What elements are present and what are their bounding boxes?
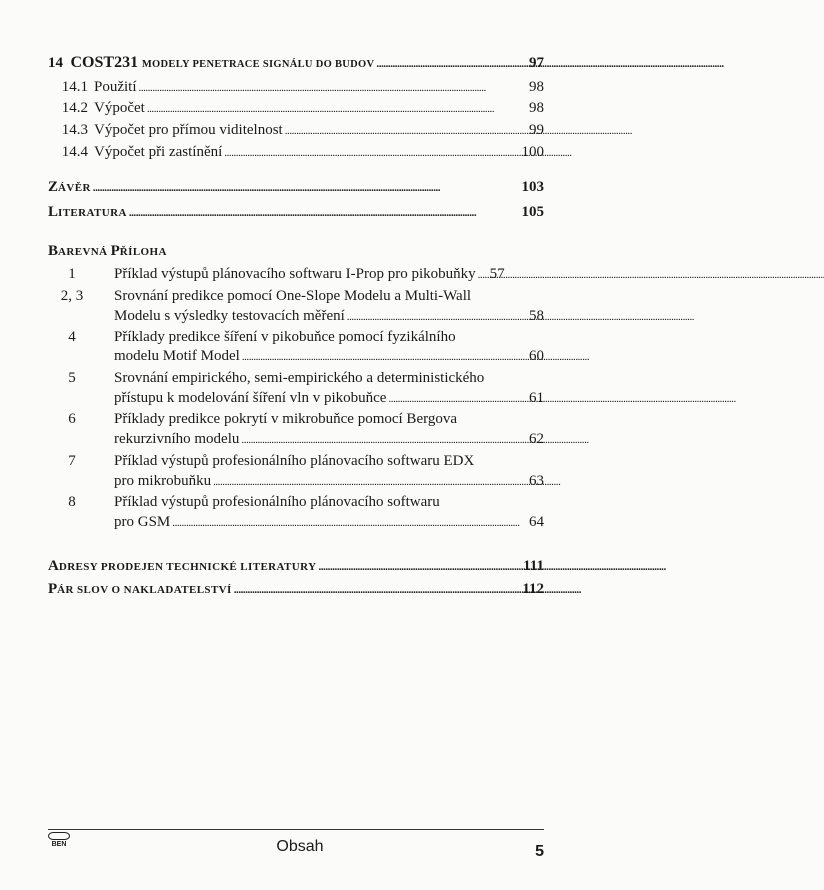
heading-rest-2: ŘÍLOHA <box>119 246 167 258</box>
leader-dots <box>241 429 527 450</box>
plate-title-line2: modelu Motif Model <box>114 348 240 364</box>
chapter-number: 14 <box>48 55 63 71</box>
plate-title-line2: rekurzivního modelu <box>114 431 240 447</box>
section-title: Použití <box>94 79 137 95</box>
toc-section-14-4[interactable] <box>48 142 544 163</box>
heading-initial: L <box>48 204 59 220</box>
heading-initial: P <box>48 581 58 597</box>
section-number: 14.3 <box>61 122 88 138</box>
logo-text: BEN <box>51 841 67 848</box>
footer-rule <box>48 829 544 830</box>
toc-plate-6[interactable] <box>114 429 544 450</box>
page-number: 61 <box>529 390 544 406</box>
plate-title: Příklad výstupů plánovacího softwaru I-Prop pro pikobuňky <box>114 266 476 282</box>
page-number: 57 <box>489 266 505 282</box>
leader-dots <box>93 177 520 198</box>
leader-dots <box>129 202 520 223</box>
page-number: 58 <box>529 308 544 324</box>
toc-plate-5[interactable] <box>114 388 544 409</box>
page-number: 105 <box>521 204 544 220</box>
plate-title-line2: pro mikrobuňku <box>114 473 212 489</box>
toc-section-14-2[interactable] <box>48 98 544 119</box>
leader-dots <box>172 512 527 533</box>
page-number: 64 <box>529 514 544 530</box>
plate-number: 1 <box>68 266 76 282</box>
toc-plate-8[interactable] <box>114 512 544 533</box>
page-number: 103 <box>521 179 544 195</box>
chapter-title-rest: MODELY PENETRACE SIGNÁLU DO BUDOV <box>141 59 375 70</box>
plate-title-line2: Modelu s výsledky testovacích měření <box>114 308 345 324</box>
page-number: 100 <box>521 144 544 160</box>
toc-plate-1[interactable] <box>114 264 544 285</box>
leader-dots <box>213 471 527 492</box>
leader-dots <box>147 98 527 119</box>
page-number: 62 <box>529 431 544 447</box>
page-number: 98 <box>529 79 544 95</box>
section-title: Výpočet <box>94 100 145 116</box>
plate-number: 4 <box>68 329 76 345</box>
footer-page-number: 5 <box>535 843 544 860</box>
plate-number: 2, 3 <box>60 288 84 304</box>
leader-dots <box>285 120 527 141</box>
plate-title-line1: Příklady predikce šíření v pikobuňce pomocí fyzikálního <box>114 329 456 345</box>
page-number: 98 <box>529 100 544 116</box>
page-number: 63 <box>529 473 544 489</box>
toc-plate-7[interactable] <box>114 471 544 492</box>
plate-title-line1: Srovnání predikce pomocí One-Slope Modelu a Multi-Wall <box>114 288 472 304</box>
chapter-title-main: COST231 <box>70 54 139 71</box>
heading-rest: ÁR SLOV O NAKLADATELSTVÍ <box>57 584 232 596</box>
leader-dots <box>376 53 527 74</box>
heading-initial: A <box>48 558 59 574</box>
heading-initial: Z <box>48 179 59 195</box>
leader-dots <box>242 346 527 367</box>
plate-number: 6 <box>68 411 76 427</box>
leader-dots <box>234 579 521 600</box>
page-number: 99 <box>529 122 544 138</box>
plate-number: 5 <box>68 370 76 386</box>
plate-title-line1: Příklad výstupů profesionálního plánovacího softwaru <box>114 494 440 510</box>
toc-section-14-1[interactable] <box>48 77 544 98</box>
page-number: 60 <box>529 348 544 364</box>
plate-title-line1: Srovnání empirického, semi-empirického a deterministického <box>114 370 485 386</box>
section-number: 14.4 <box>61 144 88 160</box>
toc-par-slov[interactable] <box>48 579 544 600</box>
leader-dots <box>478 264 488 285</box>
toc-plate-2-3[interactable] <box>114 306 544 327</box>
plate-title-line2: přístupu k modelování šíření vln v pikobuňce <box>114 390 387 406</box>
plate-number: 8 <box>68 494 76 510</box>
section-title: Výpočet při zastínění <box>94 144 223 160</box>
toc-section-14-3[interactable] <box>48 120 544 141</box>
heading-rest: ÁVĚR <box>58 182 91 194</box>
plate-title-line1: Příklady predikce pokrytí v mikrobuňce pomocí Bergova <box>114 411 457 427</box>
page-number: 112 <box>522 581 544 597</box>
heading-rest: ITERATURA <box>58 207 127 219</box>
leader-dots <box>347 306 527 327</box>
heading-initial: B <box>48 243 59 259</box>
toc-barevna-priloha-heading <box>48 241 167 262</box>
heading-rest: DRESY PRODEJEN TECHNICKÉ LITERATURY <box>58 561 317 573</box>
plate-number: 7 <box>68 453 76 469</box>
page-number: 111 <box>523 558 544 574</box>
section-number: 14.1 <box>61 79 88 95</box>
heading-rest: AREVNÁ <box>58 246 111 258</box>
leader-dots <box>224 142 519 163</box>
toc-chapter-14[interactable] <box>48 53 544 75</box>
toc-literatura[interactable] <box>48 202 544 223</box>
heading-initial-2: P <box>110 243 120 259</box>
section-title: Výpočet pro přímou viditelnost <box>94 122 283 138</box>
leader-dots <box>139 77 527 98</box>
leader-dots <box>318 556 521 577</box>
page-number: 97 <box>529 55 544 71</box>
toc-plate-4[interactable] <box>114 346 544 367</box>
toc-zaver[interactable] <box>48 177 544 198</box>
leader-dots <box>388 388 527 409</box>
toc-adresy-prodejen[interactable] <box>48 556 544 577</box>
footer-section-title: Obsah <box>276 838 324 855</box>
plate-title-line1: Příklad výstupů profesionálního plánovacího softwaru EDX <box>114 453 475 469</box>
section-number: 14.2 <box>61 100 88 116</box>
plate-title-line2: pro GSM <box>114 514 171 530</box>
